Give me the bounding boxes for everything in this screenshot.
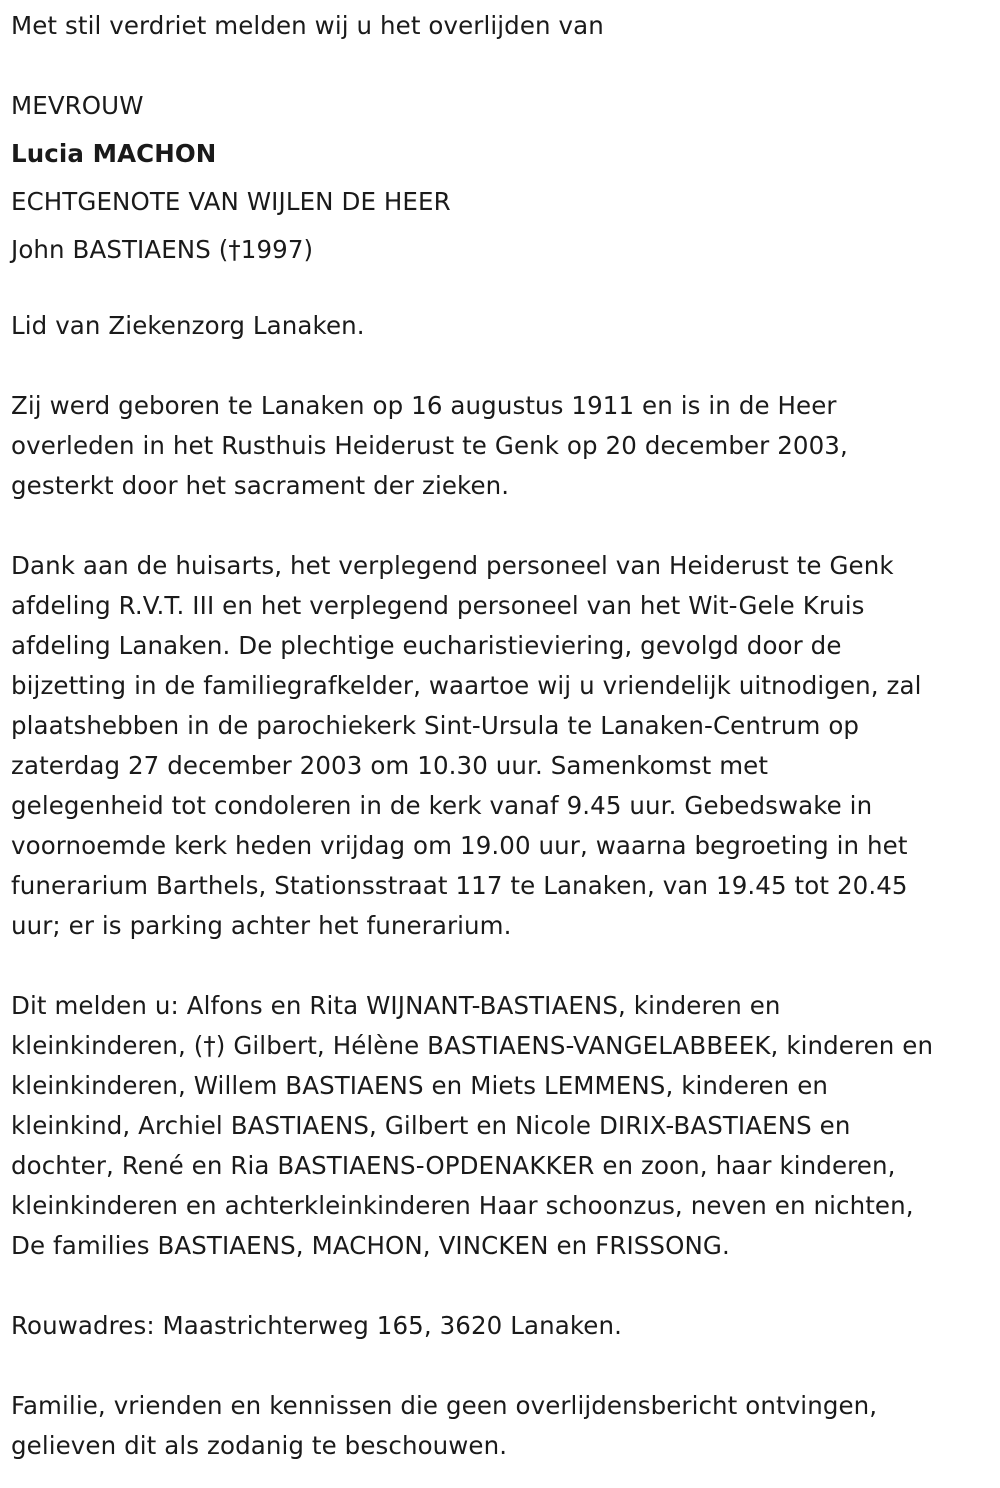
membership-text: Lid van Ziekenzorg Lanaken. (11, 311, 365, 340)
paragraph-line: afdeling Lanaken. De plechtige eucharistieviering, gevolgd door de (11, 631, 842, 660)
closing-paragraph (11, 1386, 991, 1466)
spacer (11, 946, 991, 986)
deceased-name: Lucia MACHON (11, 139, 217, 168)
paragraph-line: Dank aan de huisarts, het verplegend personeel van Heiderust te Genk (11, 551, 894, 580)
paragraph-line: voornoemde kerk heden vrijdag om 19.00 uur, waarna begroeting in het (11, 831, 908, 860)
spacer (11, 50, 991, 82)
spacer (11, 346, 991, 386)
spacer (11, 274, 991, 306)
paragraph-line: Dit melden u: Alfons en Rita WIJNANT-BASTIAENS, kinderen en (11, 991, 781, 1020)
spacer (11, 1266, 991, 1306)
honorific: MEVROUW (11, 91, 144, 120)
paragraph-line: gelegenheid tot condoleren in de kerk vanaf 9.45 uur. Gebedswake in (11, 791, 873, 820)
paragraph-line: kleinkind, Archiel BASTIAENS, Gilbert en Nicole DIRIX-BASTIAENS en (11, 1111, 851, 1140)
intro-text: Met stil verdriet melden wij u het overlijden van (11, 11, 604, 40)
paragraph-line: bijzetting in de familiegrafkelder, waartoe wij u vriendelijk uitnodigen, zal (11, 671, 922, 700)
thanks-paragraph (11, 546, 991, 946)
paragraph-line: afdeling R.V.T. III en het verplegend personeel van het Wit-Gele Kruis (11, 591, 865, 620)
paragraph-line: gesterkt door het sacrament der zieken. (11, 471, 510, 500)
paragraph-line: uur; er is parking achter het funerarium. (11, 911, 512, 940)
paragraph-line: funerarium Barthels, Stationsstraat 117 te Lanaken, van 19.45 tot 20.45 (11, 871, 908, 900)
paragraph-line: Zij werd geboren te Lanaken op 16 augustus 1911 en is in de Heer (11, 391, 837, 420)
paragraph-line: De families BASTIAENS, MACHON, VINCKEN en FRISSONG. (11, 1231, 730, 1260)
paragraph-line: kleinkinderen, Willem BASTIAENS en Miets LEMMENS, kinderen en (11, 1071, 828, 1100)
birth-death-paragraph (11, 386, 991, 506)
relation-text: ECHTGENOTE VAN WIJLEN DE HEER (11, 187, 451, 216)
family-paragraph (11, 986, 991, 1266)
paragraph-line: kleinkinderen, (†) Gilbert, Hélène BASTIAENS-VANGELABBEEK, kinderen en (11, 1031, 934, 1060)
paragraph-line: Familie, vrienden en kennissen die geen overlijdensbericht ontvingen, (11, 1391, 878, 1420)
paragraph-line: kleinkinderen en achterkleinkinderen Haar schoonzus, neven en nichten, (11, 1191, 914, 1220)
paragraph-line: dochter, René en Ria BASTIAENS-OPDENAKKER en zoon, haar kinderen, (11, 1151, 896, 1180)
obituary-notice (11, 2, 991, 1466)
paragraph-line: zaterdag 27 december 2003 om 10.30 uur. Samenkomst met (11, 751, 769, 780)
paragraph-line: plaatshebben in de parochiekerk Sint-Ursula te Lanaken-Centrum op (11, 711, 860, 740)
spacer (11, 506, 991, 546)
paragraph-line: overleden in het Rusthuis Heiderust te Genk op 20 december 2003, (11, 431, 848, 460)
mourning-address: Rouwadres: Maastrichterweg 165, 3620 Lanaken. (11, 1311, 622, 1340)
spouse-name: John BASTIAENS (†1997) (11, 235, 314, 264)
spacer (11, 1346, 991, 1386)
paragraph-line: gelieven dit als zodanig te beschouwen. (11, 1431, 508, 1460)
